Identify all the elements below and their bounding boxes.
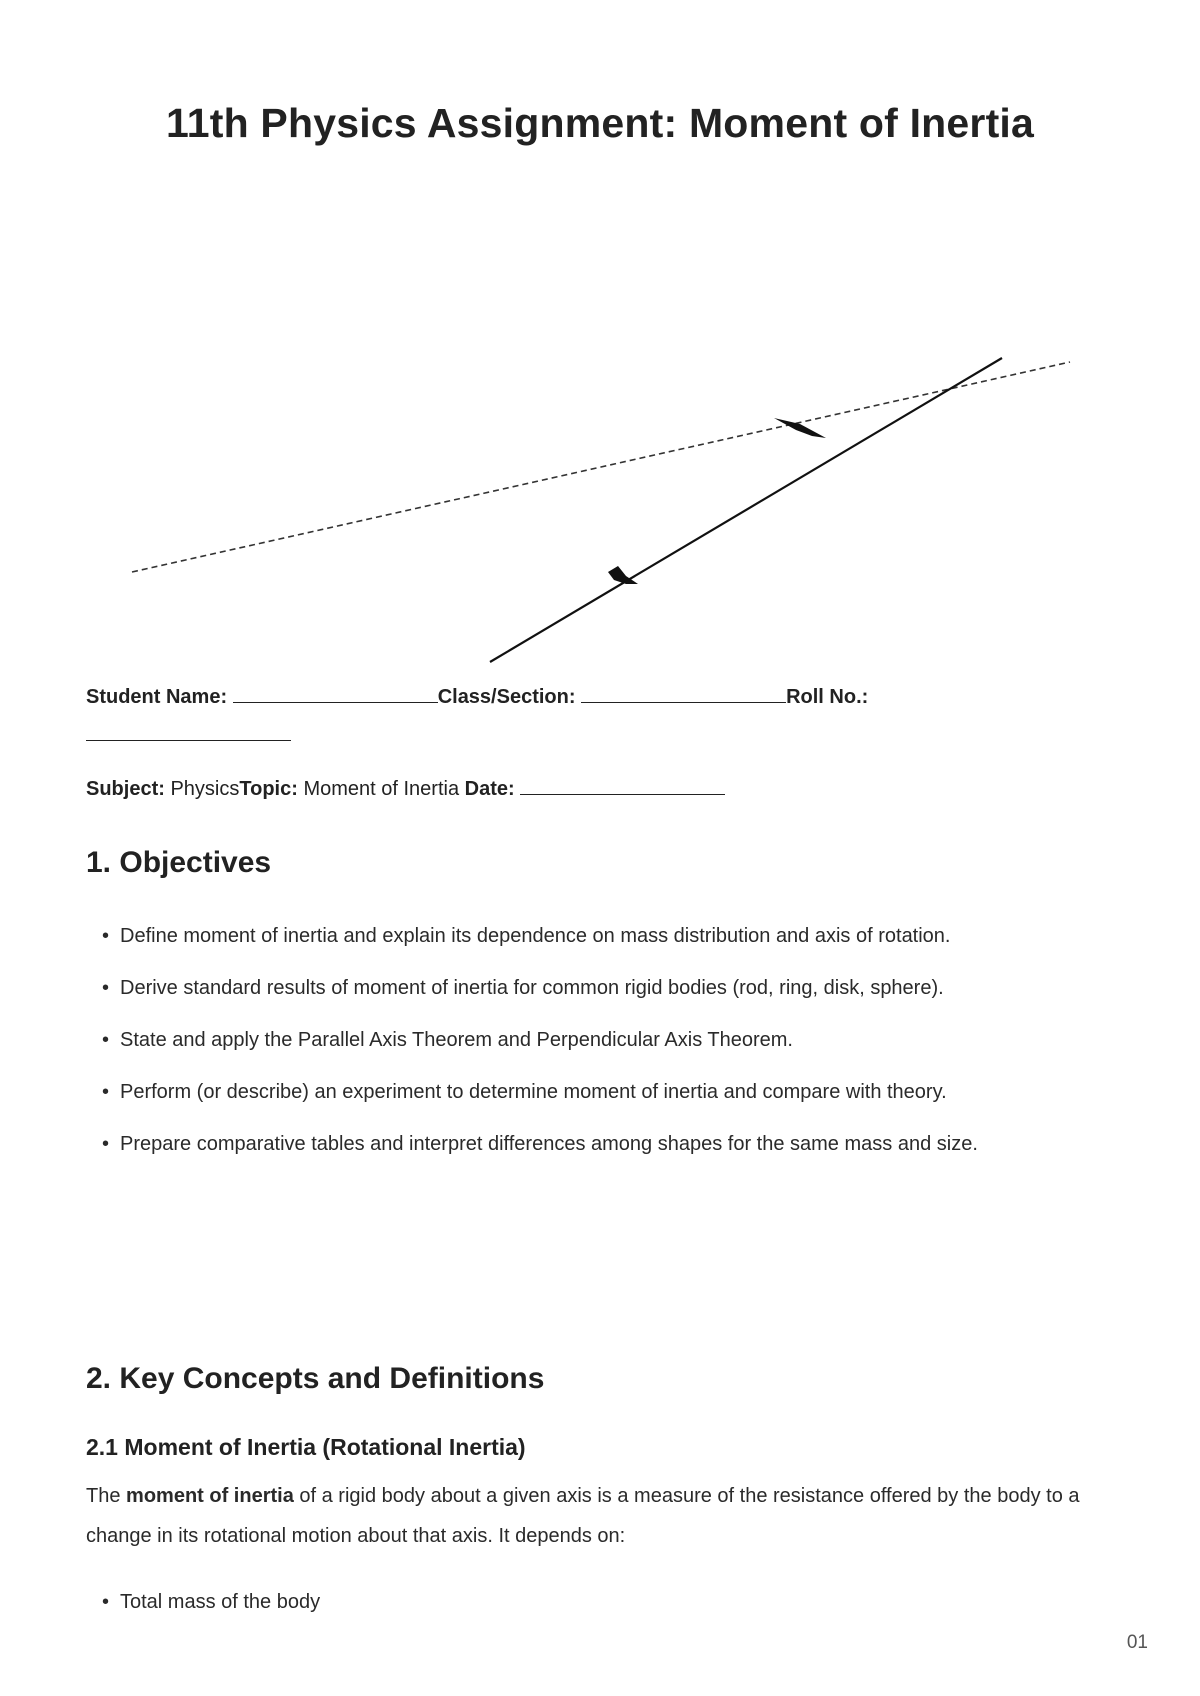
bullet-icon: • [102, 977, 110, 999]
wires-with-birds-illustration [0, 340, 1200, 680]
topic-label: Topic: [239, 778, 298, 800]
page-title: 11th Physics Assignment: Moment of Inertia [165, 100, 1035, 146]
bird-icon [774, 418, 826, 438]
list-item: • Perform (or describe) an experiment to determine moment of inertia and compare with theory. [100, 1072, 1060, 1112]
list-item: • State and apply the Parallel Axis Theorem and Perpendicular Axis Theorem. [100, 1020, 1060, 1060]
bold-term: moment of inertia [126, 1485, 294, 1507]
bullet-icon: • [102, 1029, 110, 1051]
subject-info-line [86, 776, 725, 801]
bullet-icon: • [102, 1133, 110, 1155]
dashed-wire [132, 362, 1070, 572]
bullet-icon: • [102, 1591, 110, 1613]
date-label: Date: [464, 778, 515, 800]
page-number: 01 [1126, 1632, 1148, 1653]
moment-of-inertia-subheading: 2.1 Moment of Inertia (Rotational Inertia) [86, 1434, 526, 1460]
solid-wire [490, 358, 1002, 662]
objectives-list [100, 916, 1060, 1176]
moment-of-inertia-definition: The moment of inertia of a rigid body about a given axis is a measure of the resistance offered by the body to a change in its rotational motion about that axis. It depends on: [86, 1485, 1080, 1547]
topic-value: Moment of Inertia [303, 778, 460, 800]
subject-label: Subject: [86, 778, 165, 800]
list-item: • Total mass of the body [100, 1582, 1060, 1622]
class-section-blank[interactable] [581, 684, 786, 703]
roll-number-label: Roll No.: [786, 686, 869, 708]
student-name-blank[interactable] [233, 684, 438, 703]
bird-icon [608, 566, 638, 584]
bullet-icon: • [102, 925, 110, 947]
list-item: • Derive standard results of moment of inertia for common rigid bodies (rod, ring, disk, sphere). [100, 968, 1060, 1008]
bullet-icon: • [102, 1081, 110, 1103]
key-concepts-heading: 2. Key Concepts and Definitions [86, 1362, 545, 1395]
dependency-list [100, 1582, 1060, 1634]
student-info-line [86, 684, 868, 709]
list-item: • Prepare comparative tables and interpret differences among shapes for the same mass and size. [100, 1124, 1060, 1164]
subject-value: Physics [170, 778, 240, 800]
objectives-heading: 1. Objectives [86, 846, 272, 879]
date-blank[interactable] [520, 776, 725, 795]
roll-number-blank[interactable] [86, 740, 291, 741]
class-section-label: Class/Section: [437, 686, 576, 708]
list-item: • Define moment of inertia and explain its dependence on mass distribution and axis of rotation. [100, 916, 1060, 956]
student-name-label: Student Name: [86, 686, 228, 708]
